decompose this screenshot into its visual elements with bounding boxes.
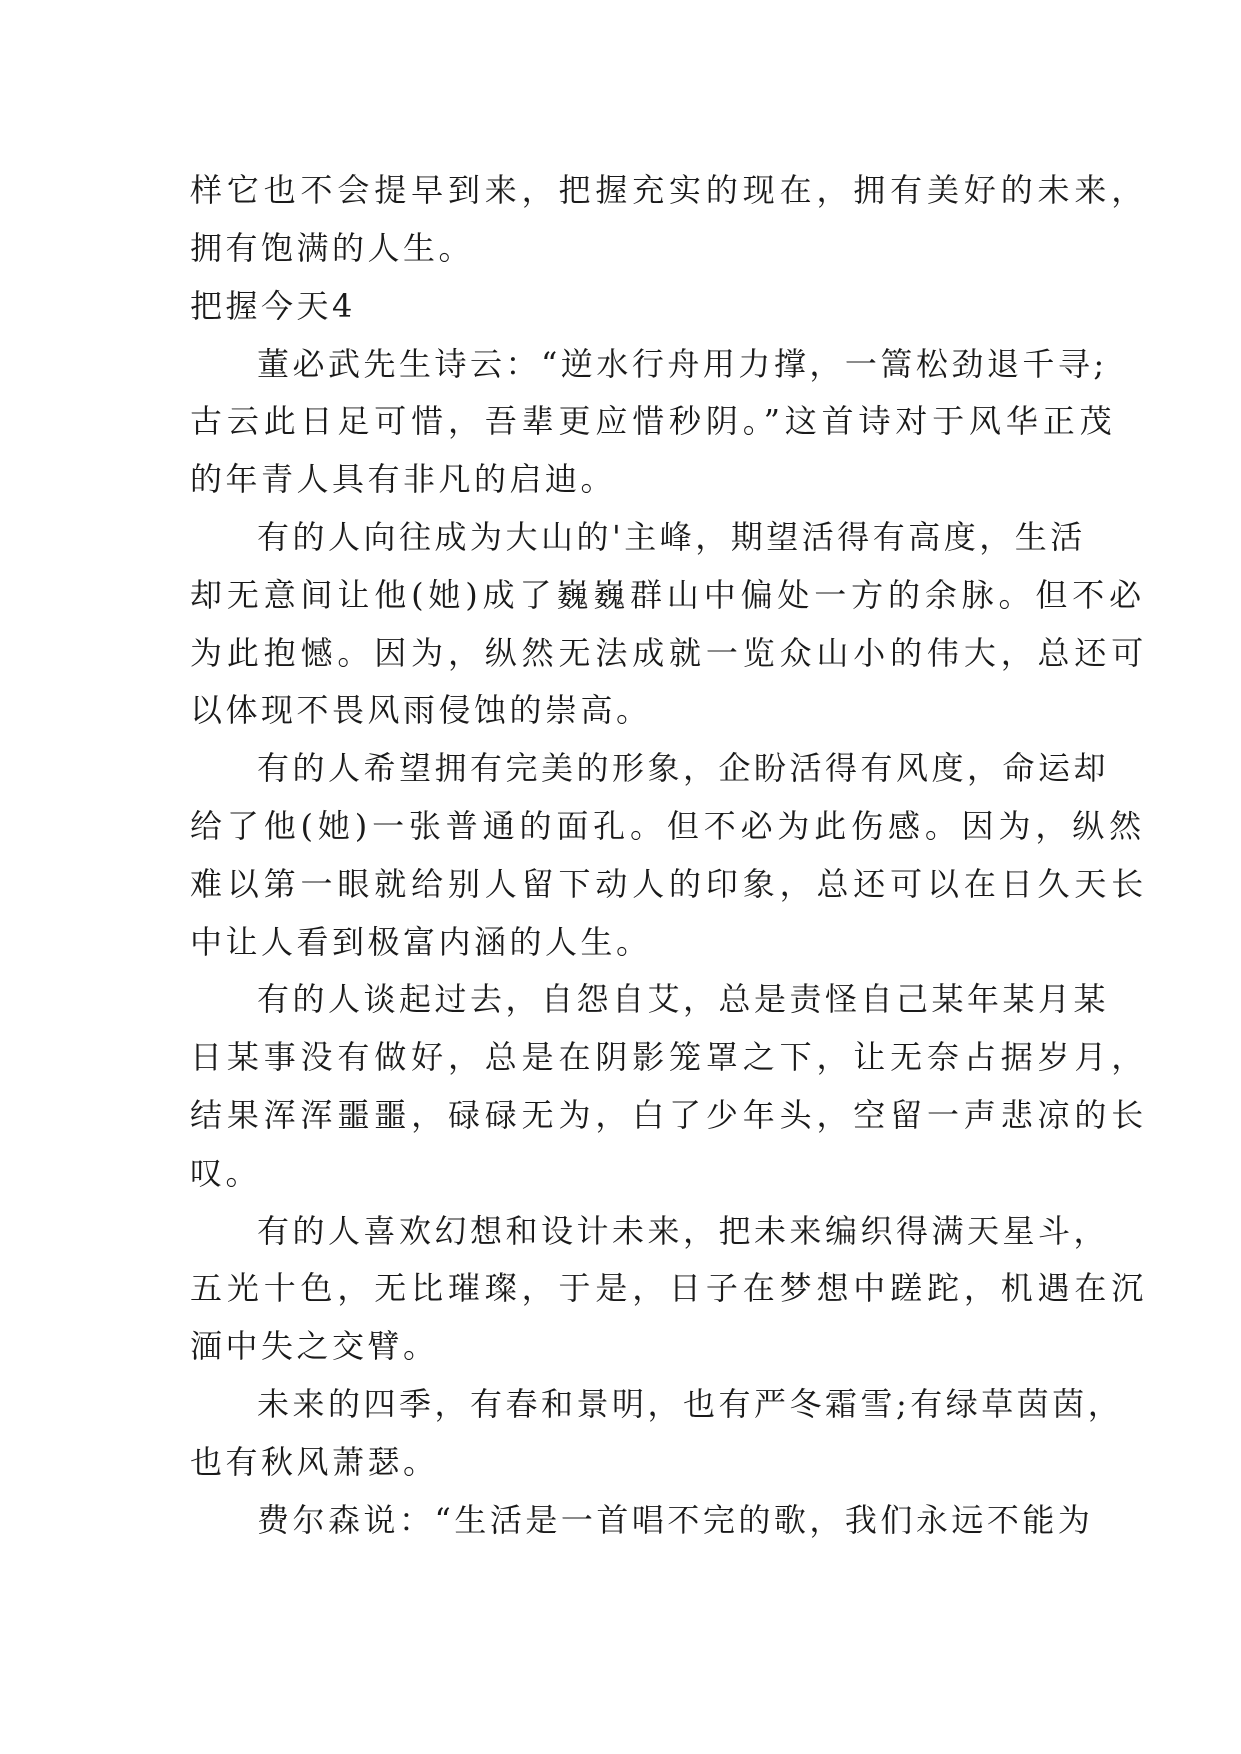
text-line: 拥有饱满的人生。 [190,229,475,267]
text-line: 中让人看到极富内涵的人生。 [190,923,652,961]
text-line: 董必武先生诗云：“逆水行舟用力撑，一篙松劲退千寻; [257,345,1108,383]
text-line: 样它也不会提早到来，把握充实的现在，拥有美好的未来， [190,171,1149,209]
text-line: 有的人向往成为大山的'主峰，期望活得有高度，生活 [257,518,1086,556]
text-line: 湎中失之交臂。 [190,1327,439,1365]
text-line: 有的人喜欢幻想和设计未来，把未来编织得满天星斗， [257,1212,1110,1250]
text-line: 难以第一眼就给别人留下动人的印象，总还可以在日久天长 [190,865,1149,903]
text-line: 费尔森说：“生活是一首唱不完的歌，我们永远不能为 [257,1501,1094,1539]
text-line: 日某事没有做好，总是在阴影笼罩之下，让无奈占据岁月， [190,1038,1149,1076]
text-line: 为此抱憾。因为，纵然无法成就一览众山小的伟大，总还可 [190,634,1149,672]
text-line: 结果浑浑噩噩，碌碌无为，白了少年头，空留一声悲凉的长 [190,1096,1149,1134]
section-heading: 把握今天4 [190,287,356,325]
text-line: 以体现不畏风雨侵蚀的崇高。 [190,691,652,729]
text-line: 未来的四季，有春和景明，也有严冬霜雪;有绿草茵茵， [257,1385,1124,1423]
text-line: 也有秋风萧瑟。 [190,1443,439,1481]
text-line: 叹。 [190,1154,262,1192]
text-line: 给了他(她)一张普通的面孔。但不必为此伤感。因为，纵然 [190,807,1146,845]
text-line: 古云此日足可惜，吾辈更应惜秒阴。”这首诗对于风华正茂 [190,402,1117,440]
text-line: 有的人谈起过去，自怨自艾，总是责怪自己某年某月某 [257,980,1110,1018]
text-line: 的年青人具有非凡的启迪。 [190,460,617,498]
text-line: 却无意间让他(她)成了巍巍群山中偏处一方的余脉。但不必 [190,576,1146,614]
text-line: 有的人希望拥有完美的形象，企盼活得有风度，命运却 [257,749,1110,787]
text-line: 五光十色，无比璀璨，于是，日子在梦想中蹉跎，机遇在沉 [190,1269,1149,1307]
